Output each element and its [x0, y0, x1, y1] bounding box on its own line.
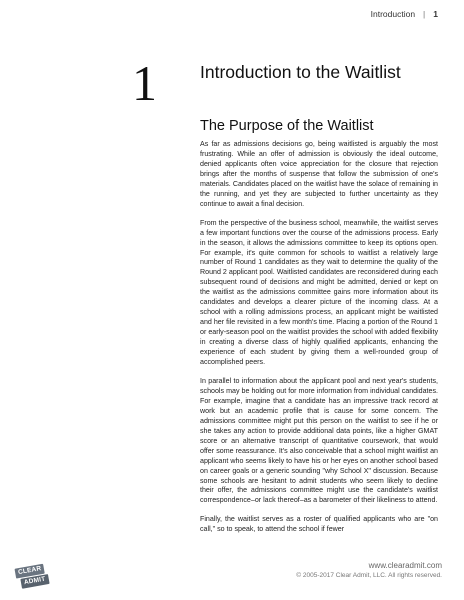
footer-copyright: © 2005-2017 Clear Admit, LLC. All rights reserved.: [296, 572, 442, 579]
chapter-number: 1: [132, 55, 157, 111]
running-title: Introduction: [370, 9, 416, 19]
chapter-title: Introduction to the Waitlist: [200, 62, 401, 82]
section-title: The Purpose of the Waitlist: [200, 118, 374, 134]
footer-website: www.clearadmit.com: [368, 561, 442, 570]
page-footer: [296, 561, 442, 581]
paragraph: From the perspective of the business school, meanwhile, the waitlist serves a few important functions over the course of the admissions process. Early in the season, it allows the admissions committee to keep its options open. For example, it's quite common for schools to waitlist a relatively large number of Round 1 candidates as they wait to determine the quality of the Round 2 applicant pool. Waitlisted candidates are reconsidered during each subsequent round of decisions and might be admitted, denied or kept on the waitlist as the admissions committee gains more information about its candidates and develops a clearer picture of the incoming class. At a school with a rolling admissions process, an applicant might be waitlisted and her file revisited in a few month's time. Placing a portion of the Round 1 or early-season pool on the waitlist provides the school with added flexibility in creating a diverse class of highly qualified applicants, enhancing the experience of each student by giving them a well-rounded group of accomplished peers.: [200, 218, 438, 367]
page-number: 1: [433, 9, 438, 19]
paragraph: As far as admissions decisions go, being waitlisted is arguably the most frustrating. While an offer of admission is obviously the ideal outcome, denied applicants often voice appreciation for the closure that rejection brings after the months of suspense that follow the submission of one's materials. Candidates placed on the waitlist have the solace of remaining in the running, and yet they are subjected to further uncertainty as they continue to await a final decision.: [200, 140, 438, 208]
body-text: [200, 140, 438, 544]
paragraph: In parallel to information about the applicant pool and next year's students, schools may be holding out for more information from individual candidates. For example, imagine that a candidate has an impressive track record at work but an academic profile that is cause for some concern. The admissions committee might put this person on the waitlist to see if he or she takes any action to provide additional data points, like a higher GMAT score or an alternative transcript of quantitative coursework, that would offer some reassurance. It's also conceivable that a school might waitlist an applicant who seems likely to have his or her eyes on another school based on career goals or a generic sounding "why School X" discussion. Because some schools are hesitant to admit students who seem likely to decline their offer, the admissions committee might use the candidate's waitlist correspondence–or lack thereof–as a barometer of their likeliness to attend.: [200, 376, 438, 505]
logo-word-admit: ADMIT: [20, 574, 49, 589]
logo-word-clear: CLEAR: [14, 564, 45, 579]
clear-admit-logo-icon: [14, 564, 47, 589]
running-header: [371, 9, 438, 19]
paragraph: Finally, the waitlist serves as a roster of qualified applicants who are "on call," so to speak, to attend the school if fewer: [200, 515, 438, 534]
header-separator: |: [423, 9, 426, 19]
